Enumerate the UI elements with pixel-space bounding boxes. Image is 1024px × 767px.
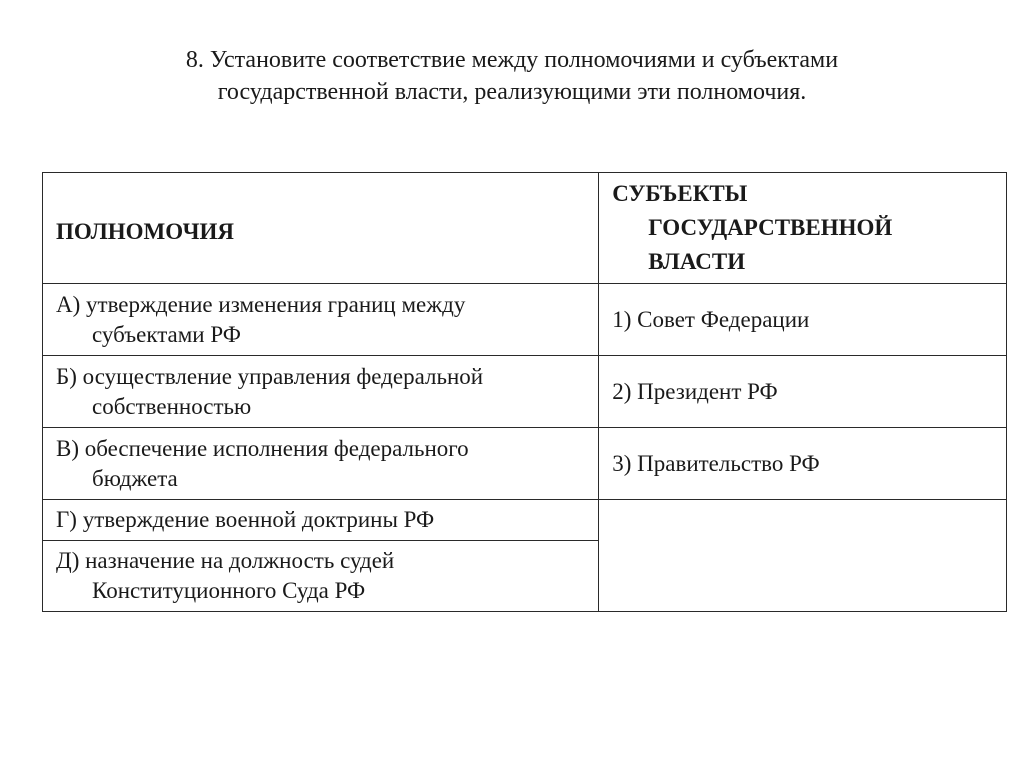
subject-item-3 xyxy=(599,428,1007,500)
power-item-b xyxy=(43,356,599,428)
subject-item-3-label: 3) Правительство РФ xyxy=(612,450,820,476)
power-item-c-line-1: В) обеспечение исполнения федерального xyxy=(56,435,469,461)
table-row xyxy=(43,428,1007,500)
question-line-1: 8. Установите соответствие между полномочиями и субъектами xyxy=(185,47,839,73)
power-item-b-line-2: собственностью xyxy=(92,393,252,419)
subject-item-1 xyxy=(599,284,1007,356)
question-line-2: государственной власти, реализующими эти полномочия. xyxy=(217,79,807,105)
subject-item-2-label: 2) Президент РФ xyxy=(612,378,778,404)
power-item-b-line-1: Б) осуществление управления федеральной xyxy=(56,363,484,389)
power-item-d xyxy=(43,500,599,541)
power-item-a xyxy=(43,284,599,356)
header-subjects-line-3: ВЛАСТИ xyxy=(648,249,746,274)
subject-item-2 xyxy=(599,356,1007,428)
header-subjects-line-2: ГОСУДАРСТВЕННОЙ xyxy=(648,215,893,240)
power-item-e-line-1: Д) назначение на должность судей xyxy=(56,548,395,573)
power-item-c-line-2: бюджета xyxy=(92,465,178,491)
table-row xyxy=(43,284,1007,356)
header-powers-label: ПОЛНОМОЧИЯ xyxy=(56,219,234,244)
subject-item-1-label: 1) Совет Федерации xyxy=(612,306,810,332)
table-row xyxy=(43,356,1007,428)
power-item-c xyxy=(43,428,599,500)
power-item-e-line-2: Конституционного Суда РФ xyxy=(92,578,366,603)
power-item-a-line-2: субъектами РФ xyxy=(92,321,241,347)
header-powers xyxy=(43,173,599,284)
power-item-a-line-1: А) утверждение изменения границ между xyxy=(56,291,466,317)
power-item-d-line-1: Г) утверждение военной доктрины РФ xyxy=(56,507,435,532)
question-heading xyxy=(60,44,964,108)
power-item-e xyxy=(43,541,599,612)
header-subjects-line-1: СУБЪЕКТЫ xyxy=(612,181,748,206)
matching-table xyxy=(42,172,1007,612)
subject-empty-cell xyxy=(599,500,1007,612)
table-row xyxy=(43,500,1007,541)
table-header-row xyxy=(43,173,1007,284)
header-subjects xyxy=(599,173,1007,284)
